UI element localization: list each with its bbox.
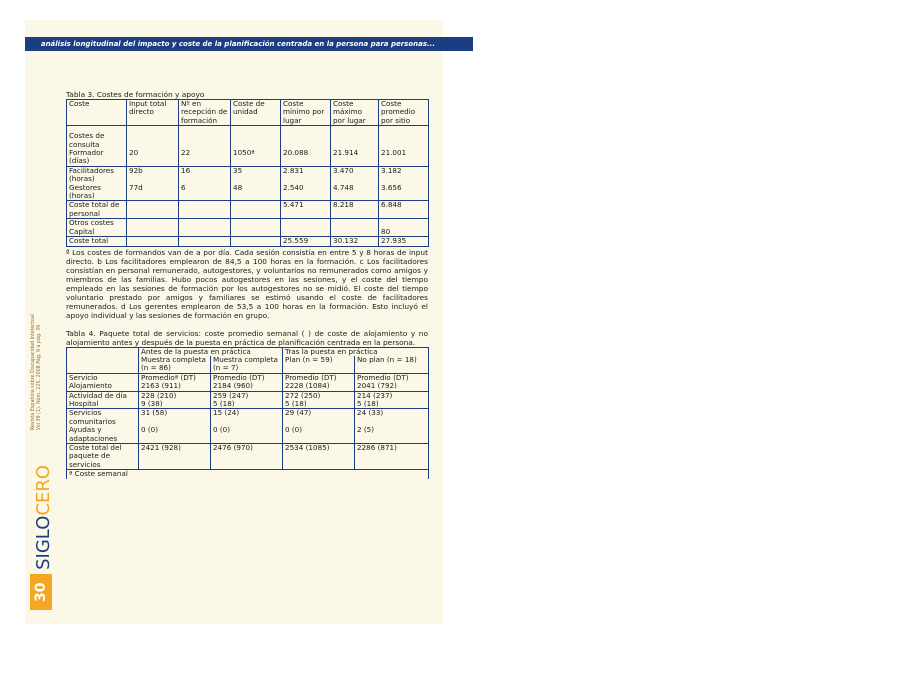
table-cell: Gestores (horas) — [67, 184, 127, 201]
table4-group-after: Tras la puesta en práctica — [283, 347, 429, 356]
table-cell — [179, 201, 231, 219]
table-cell: Servicios comunitarios — [67, 409, 139, 426]
table-row — [67, 184, 429, 201]
journal-line-2: Vol 39 (1), Núm. 225, 2008 Pág. 9 a pág. 39 — [37, 324, 42, 430]
table-cell: Formador (días) — [67, 149, 127, 166]
page-number: 30 — [30, 574, 52, 610]
table-cell: Actividad de día — [67, 391, 139, 400]
table3-header: Coste mínimo por lugar — [281, 100, 331, 126]
main-content — [66, 90, 428, 479]
table4-caption: Tabla 4. Paquete total de servicios: coste promedio semanal ( ) de coste de alojamiento y no alojamiento antes y después de la puesta en práctica de planificación centrada en la persona. — [66, 328, 428, 347]
journal-reference — [31, 314, 43, 430]
table3-header: Coste máximo por lugar — [331, 100, 379, 126]
table-cell: 2 (5) — [355, 426, 429, 443]
table-cell: 9 (38) — [139, 400, 211, 409]
table-cell — [231, 237, 281, 246]
table-cell: 2041 (792) — [355, 382, 429, 391]
table3-note: ª Los costes de formandos van de a por día. Cada sesión consistía en entre 5 y 8 horas de input directo. b Los facilitadores emplearon de 84,5 a 100 horas en la formación. c Los facilitadores consistían en personal remunerado, autogestores, y voluntarios no remunerados como amigos y miembros de las familias. Hubo pocos autogestores en las sesiones, y el coste del tiempo empleado en las sesiones de formación por los autogestores no se midió. El coste del tiempo voluntario prestado por amigos y familiares se estimó usando el coste de facilitadores remunerados. d Los gerentes emplearon de 53,5 a 100 horas en la formación. Esto incluyó el apoyo individual y las sesiones de formación en grupo. — [66, 247, 428, 320]
table-cell: 6 — [179, 184, 231, 201]
table-cell — [127, 219, 179, 237]
table-cell: 15 (24) — [211, 409, 283, 426]
table-cell: 20 — [127, 149, 179, 166]
table4 — [66, 347, 429, 479]
table-cell — [127, 237, 179, 246]
table-cell: 5 (18) — [355, 400, 429, 409]
table-cell: 5 (18) — [211, 400, 283, 409]
table-cell: 31 (58) — [139, 409, 211, 426]
table-cell: 24 (33) — [355, 409, 429, 426]
table-cell: 2421 (928) — [139, 443, 211, 469]
table-cell: 21.001 — [379, 149, 429, 166]
table-row — [67, 426, 429, 443]
table-cell: 30.132 — [331, 237, 379, 246]
table-cell: 2.831 — [281, 166, 331, 183]
table-cell: Otros costes Capital — [67, 219, 127, 237]
brand-part-1: SIGLO — [33, 515, 54, 570]
table-cell: 20.088 — [281, 149, 331, 166]
table-cell: 3.182 — [379, 166, 429, 183]
table3-header: Coste de unidad — [231, 100, 281, 126]
table3 — [66, 99, 429, 247]
table-cell: 5 (18) — [283, 400, 355, 409]
table3-header: Coste promedio por sitio — [379, 100, 429, 126]
table-cell — [231, 201, 281, 219]
table-cell: 272 (250) — [283, 391, 355, 400]
table3-header: Coste — [67, 100, 127, 126]
table-cell: Promedio (DT) — [211, 373, 283, 382]
table-row — [67, 443, 429, 469]
brand-part-2: CERO — [33, 465, 54, 516]
table-cell: 2286 (871) — [355, 443, 429, 469]
table-row — [67, 166, 429, 183]
table4-footnote-row — [67, 470, 429, 479]
table-cell — [331, 219, 379, 237]
table-cell: Facilitadores (horas) — [67, 166, 127, 183]
table-cell: 6.848 — [379, 201, 429, 219]
brand-logo — [33, 465, 54, 570]
table3-header: Input total directo — [127, 100, 179, 126]
table4-subheader: Muestra completa (n = 7) — [211, 356, 283, 373]
table-row — [67, 126, 429, 149]
table-cell: 92b — [127, 166, 179, 183]
table-cell: 0 (0) — [211, 426, 283, 443]
table-cell — [281, 219, 331, 237]
table-row — [67, 201, 429, 219]
table4-subheader-row — [67, 356, 429, 373]
table-cell: 80 — [379, 219, 429, 237]
table-cell: 5.471 — [281, 201, 331, 219]
table-cell: Coste total de personal — [67, 201, 127, 219]
table-cell: Hospital — [67, 400, 139, 409]
table-cell — [231, 219, 281, 237]
table-cell: 22 — [179, 149, 231, 166]
table-cell: 3.656 — [379, 184, 429, 201]
table-cell: 214 (237) — [355, 391, 429, 400]
table-cell — [179, 219, 231, 237]
table3-header-row — [67, 100, 429, 126]
table3-section-label: Costes de consulta — [67, 126, 127, 149]
table-cell — [179, 237, 231, 246]
table-cell: Coste total del paquete de servicios — [67, 443, 139, 469]
table-cell: 16 — [179, 166, 231, 183]
table-row — [67, 149, 429, 166]
table-cell: 29 (47) — [283, 409, 355, 426]
table-cell: 259 (247) — [211, 391, 283, 400]
table-cell: 27.935 — [379, 237, 429, 246]
table-cell: 228 (210) — [139, 391, 211, 400]
table4-subheader: No plan (n = 18) — [355, 356, 429, 373]
table-cell: Ayudas y adaptaciones — [67, 426, 139, 443]
table-cell: Promedioª (DT) — [139, 373, 211, 382]
running-header-bar — [25, 37, 473, 51]
journal-line-1: Revista Española sobre Discapacidad Intelectual — [31, 313, 36, 430]
sidebar — [30, 300, 52, 620]
running-title: análisis longitudinal del impacto y coste de la planificación centrada en la persona para personas... — [40, 40, 435, 48]
table-row — [67, 409, 429, 426]
table-cell — [127, 201, 179, 219]
table-cell: 2163 (911) — [139, 382, 211, 391]
table-cell: 2.540 — [281, 184, 331, 201]
table-cell: 2534 (1085) — [283, 443, 355, 469]
table-cell: 8.218 — [331, 201, 379, 219]
table-cell: 3.470 — [331, 166, 379, 183]
table-row — [67, 237, 429, 246]
table-cell: Promedio (DT) — [283, 373, 355, 382]
table-cell: 4.748 — [331, 184, 379, 201]
table-row — [67, 219, 429, 237]
table-cell: Promedio (DT) — [355, 373, 429, 382]
table-cell: 77d — [127, 184, 179, 201]
table3-header: Nº en recepción de formación — [179, 100, 231, 126]
table-cell: 2228 (1084) — [283, 382, 355, 391]
table4-group-before: Antes de la puesta en práctica — [139, 347, 283, 356]
table-cell: Alojamiento — [67, 382, 139, 391]
table-cell: 1050ª — [231, 149, 281, 166]
table-row — [67, 382, 429, 391]
table-cell: 25.559 — [281, 237, 331, 246]
table-cell: 2184 (960) — [211, 382, 283, 391]
table-cell: Coste total — [67, 237, 127, 246]
table-cell: 48 — [231, 184, 281, 201]
table4-footnote: ª Coste semanal — [67, 470, 429, 479]
table-cell: 0 (0) — [139, 426, 211, 443]
table3-caption: Tabla 3. Costes de formación y apoyo — [66, 90, 205, 99]
table4-subheader: Muestra completa (n = 86) — [139, 356, 211, 373]
table-cell: 35 — [231, 166, 281, 183]
table4-subheader: Plan (n = 59) — [283, 356, 355, 373]
table-cell: Servicio — [67, 373, 139, 382]
table-cell: 21.914 — [331, 149, 379, 166]
table-cell: 2476 (970) — [211, 443, 283, 469]
table-cell: 0 (0) — [283, 426, 355, 443]
